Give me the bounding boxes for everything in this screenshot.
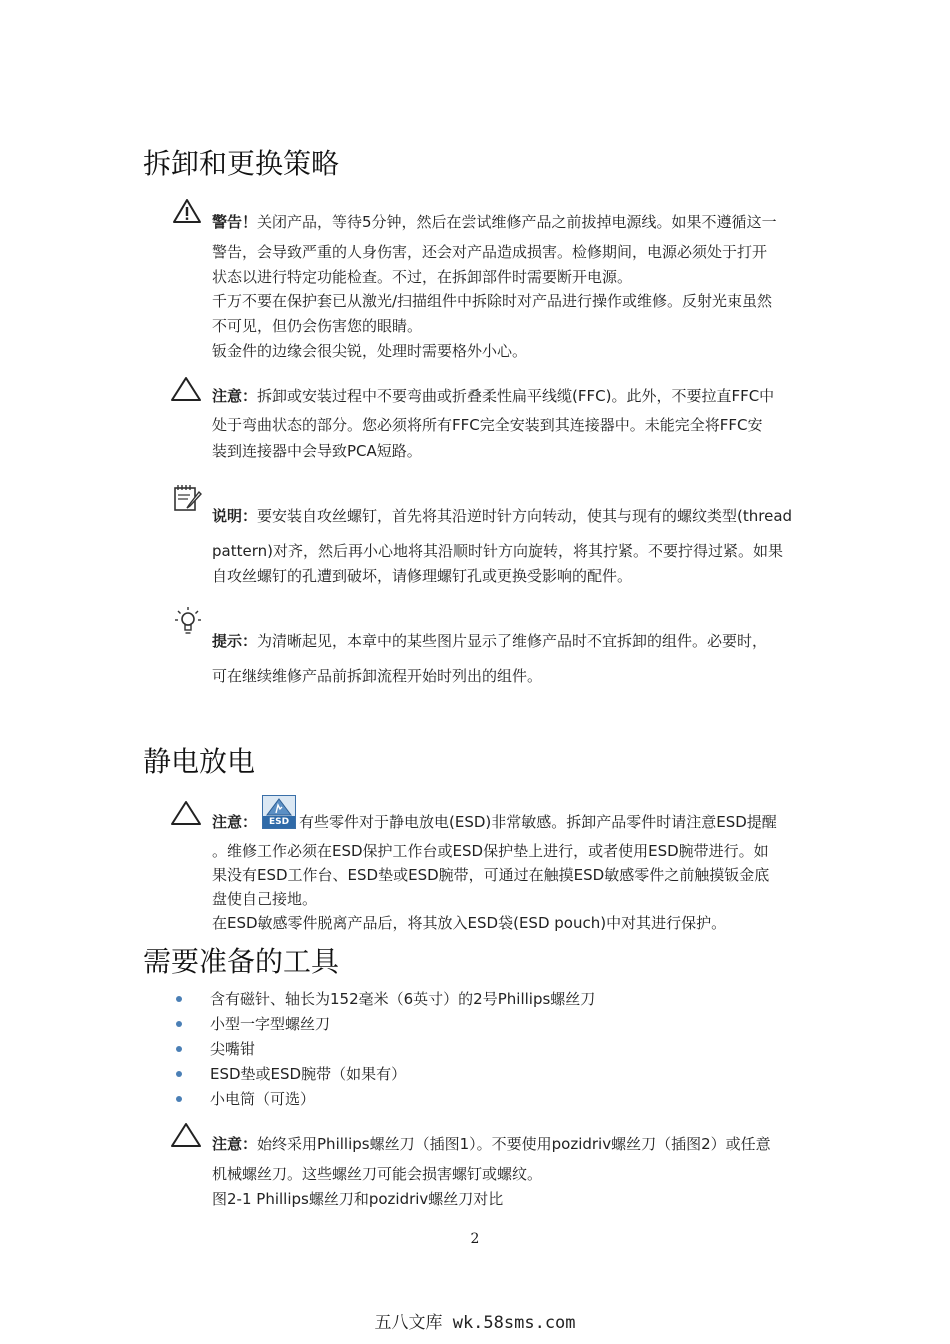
list-item: 小电筒（可选） xyxy=(210,1090,316,1108)
warning-line-6: 钣金件的边缘会很尖锐，处理时需要格外小心。 xyxy=(212,342,528,360)
warning-line-5: 不可见，但仍会伤害您的眼睛。 xyxy=(212,317,423,335)
bullet-icon xyxy=(176,1096,182,1102)
warning-icon xyxy=(172,198,202,224)
warning-line-4: 千万不要在保护套已从激光/扫描组件中拆除时对产品进行操作或维修。反射光束虽然 xyxy=(212,292,773,310)
warning-line-1: 警告！关闭产品，等待5分钟，然后在尝试维修产品之前拔掉电源线。如果不遵循这一 xyxy=(212,213,777,231)
esd-line-3: 果没有ESD工作台、ESD垫或ESD腕带，可通过在触摸ESD敏感零件之前触摸钣金底 xyxy=(212,866,770,884)
bullet-icon xyxy=(176,1046,182,1052)
note-label: 说明： xyxy=(212,507,258,525)
tip-label: 提示： xyxy=(212,632,258,650)
lightbulb-icon xyxy=(173,605,203,639)
section-title-removal-strategy: 拆卸和更换策略 xyxy=(143,147,340,180)
warning-line-2: 警告，会导致严重的人身伤害，还会对产品造成损害。检修期间，电源必须处于打开 xyxy=(212,243,768,261)
bullet-icon xyxy=(176,1021,182,1027)
footer-watermark: 五八文库 wk.58sms.com xyxy=(374,1313,576,1333)
bullet-icon xyxy=(176,1071,182,1077)
caution-icon xyxy=(170,800,202,826)
tip-line-1: 提示：为清晰起见，本章中的某些图片显示了维修产品时不宜拆卸的组件。必要时， xyxy=(212,632,768,650)
esd-line-4: 盘使自己接地。 xyxy=(212,890,318,908)
caution-ffc-line-2: 处于弯曲状态的部分。您必须将所有FFC完全安装到其连接器中。未能完全将FFC安 xyxy=(212,416,763,434)
page-number: 2 xyxy=(470,1231,480,1247)
esd-line-1: 有些零件对于静电放电(ESD)非常敏感。拆卸产品零件时请注意ESD提醒 xyxy=(299,813,777,831)
tip-line-2: 可在继续维修产品前拆卸流程开始时列出的组件。 xyxy=(212,667,543,685)
caution-label: 注意： xyxy=(212,387,258,405)
notepad-icon xyxy=(172,483,204,513)
caution-icon xyxy=(170,1122,202,1148)
esd-line-5: 在ESD敏感零件脱离产品后，将其放入ESD袋(ESD pouch)中对其进行保护。 xyxy=(212,914,727,932)
note-line-3: 自攻丝螺钉的孔遭到破坏，请修理螺钉孔或更换受影响的配件。 xyxy=(212,567,633,585)
bullet-icon xyxy=(176,996,182,1002)
caution-icon xyxy=(170,376,202,402)
caution-ffc-line-1: 注意：拆卸或安装过程中不要弯曲或折叠柔性扁平线缆(FFC)。此外，不要拉直FFC中 xyxy=(212,387,775,405)
caution-screwdriver-line-2: 机械螺丝刀。这些螺丝刀可能会损害螺钉或螺纹。 xyxy=(212,1165,543,1183)
caution-screwdriver-line-1: 注意：始终采用Phillips螺丝刀（插图1）。不要使用pozidriv螺丝刀（插图2）或任意 xyxy=(212,1135,771,1153)
note-line-2: pattern)对齐，然后再小心地将其沿顺时针方向旋转，将其拧紧。不要拧得过紧。如果 xyxy=(212,542,783,560)
caution-ffc-line-3: 装到连接器中会导致PCA短路。 xyxy=(212,442,422,460)
list-item: 尖嘴钳 xyxy=(210,1040,256,1058)
list-item: 小型一字型螺丝刀 xyxy=(210,1015,331,1033)
warning-line-3: 状态以进行特定功能检查。不过，在拆卸部件时需要断开电源。 xyxy=(212,268,633,286)
note-line-1: 说明：要安装自攻丝螺钉，首先将其沿逆时针方向转动，使其与现有的螺纹类型(thread xyxy=(212,507,793,525)
esd-sensitive-icon xyxy=(262,795,296,829)
list-item: ESD垫或ESD腕带（如果有） xyxy=(210,1065,407,1083)
warning-label: 警告！ xyxy=(212,213,258,231)
list-item: 含有磁针、轴长为152毫米（6英寸）的2号Phillips螺丝刀 xyxy=(210,990,596,1008)
figure-caption: 图2-1 Phillips螺丝刀和pozidriv螺丝刀对比 xyxy=(212,1190,504,1208)
caution-label: 注意： xyxy=(212,1135,258,1153)
esd-caution-label: 注意： xyxy=(212,813,258,831)
section-title-tools: 需要准备的工具 xyxy=(143,945,340,978)
esd-line-2: 。维修工作必须在ESD保护工作台或ESD保护垫上进行，或者使用ESD腕带进行。如 xyxy=(212,842,769,860)
esd-badge: ESD xyxy=(263,816,295,828)
section-title-esd: 静电放电 xyxy=(143,745,256,778)
